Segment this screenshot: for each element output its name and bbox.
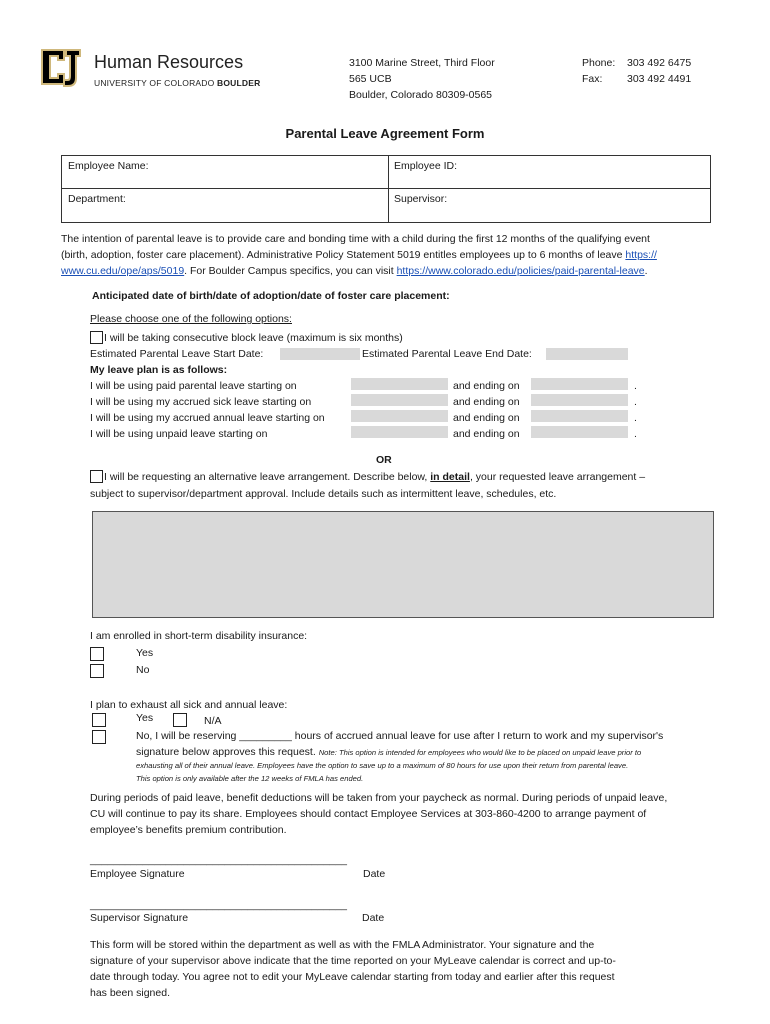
plan-row-dot: .: [634, 396, 637, 408]
employee-name-field[interactable]: Employee Name:: [68, 160, 149, 172]
unpaid-leave-start-input[interactable]: [351, 426, 448, 438]
exhaust-note-line-3: exhausting all of their annual leave. Employees have the option to save up to a maximum of 80 hours for use upon their return from parental leave.: [136, 761, 629, 770]
leave-plan-heading: My leave plan is as follows:: [90, 364, 228, 376]
exhaust-yes-checkbox[interactable]: [92, 713, 106, 727]
exhaust-no-line-1: No, I will be reserving _________ hours of accrued annual leave for use after I return to work and my supervisor's: [136, 730, 664, 742]
plan-row-label: I will be using my accrued annual leave starting on: [90, 412, 325, 424]
boulder-policy-link[interactable]: https://www.colorado.edu/policies/paid-parental-leave: [396, 265, 645, 277]
anticipated-date-label: Anticipated date of birth/date of adoption/date of foster care placement:: [92, 290, 450, 302]
aps-link[interactable]: https://: [625, 249, 657, 261]
plan-row-ending: and ending on: [453, 412, 520, 424]
alternative-leave-line-1: I will be requesting an alternative leave arrangement. Describe below, in detail, your requested leave arrangement –: [104, 471, 646, 483]
sick-leave-end-input[interactable]: [531, 394, 628, 406]
exhaust-no-line-2: signature below approves this request. Note: This option is intended for employees who would like to be placed on unpaid leave prior to: [136, 746, 642, 758]
exhaust-question: I plan to exhaust all sick and annual leave:: [90, 699, 288, 711]
phone-value: 303 492 6475: [627, 57, 692, 69]
supervisor-signature-label: Supervisor Signature: [90, 912, 189, 924]
employee-date-label: Date: [363, 868, 386, 880]
start-date-label: Estimated Parental Leave Start Date:: [90, 348, 264, 360]
supervisor-signature-line[interactable]: ____________________________________________: [90, 899, 347, 911]
supervisor-date-label: Date: [362, 912, 385, 924]
annual-leave-start-input[interactable]: [351, 410, 448, 422]
plan-row-label: I will be using my accrued sick leave starting on: [90, 396, 312, 408]
exhaust-na-label: N/A: [204, 715, 222, 727]
address-line-1: 3100 Marine Street, Third Floor: [349, 57, 495, 69]
employee-signature-line[interactable]: ____________________________________________: [90, 854, 347, 866]
intro-line-1: The intention of parental leave is to provide care and bonding time with a child during the first 12 months of the qualifying event: [61, 233, 650, 245]
end-date-input[interactable]: [546, 348, 628, 360]
choose-option-label: Please choose one of the following options:: [90, 313, 292, 325]
intro-line-3: www.cu.edu/ope/aps/5019. For Boulder Campus specifics, you can visit https://www.colorado.edu/policies/paid-parental-leave.: [61, 265, 648, 277]
exhaust-na-checkbox[interactable]: [173, 713, 187, 727]
plan-row-ending: and ending on: [453, 380, 520, 392]
sick-leave-start-input[interactable]: [351, 394, 448, 406]
annual-leave-end-input[interactable]: [531, 410, 628, 422]
org-title: Human Resources: [94, 52, 244, 72]
footer-line-1: This form will be stored within the department as well as with the FMLA Administrator. Your signature and the: [90, 939, 595, 951]
plan-row-ending: and ending on: [453, 428, 520, 440]
or-separator: OR: [376, 454, 392, 466]
form-title: Parental Leave Agreement Form: [285, 126, 485, 141]
alternative-leave-checkbox[interactable]: [90, 470, 103, 483]
alternative-arrangement-textarea[interactable]: [92, 511, 714, 618]
exhaust-no-checkbox[interactable]: [92, 730, 106, 744]
paid-leave-end-input[interactable]: [531, 378, 628, 390]
plan-row-label: I will be using unpaid leave starting on: [90, 428, 268, 440]
disability-no-checkbox[interactable]: [90, 664, 104, 678]
disability-yes-checkbox[interactable]: [90, 647, 104, 661]
plan-row-ending: and ending on: [453, 396, 520, 408]
block-leave-checkbox[interactable]: [90, 331, 103, 344]
address-line-2: 565 UCB: [349, 73, 392, 85]
start-date-input[interactable]: [280, 348, 360, 360]
disability-question: I am enrolled in short-term disability insurance:: [90, 630, 308, 642]
disability-yes-label: Yes: [136, 647, 154, 659]
supervisor-field[interactable]: Supervisor:: [394, 193, 448, 205]
phone-label: Phone:: [582, 57, 616, 69]
unpaid-leave-end-input[interactable]: [531, 426, 628, 438]
benefits-line-2: CU will continue to pay its share. Employees should contact Employee Services at 303-860-4200 to arrange payment of: [90, 808, 647, 820]
benefits-line-3: employee’s benefits premium contribution.: [90, 824, 287, 836]
cu-logo: [38, 44, 84, 90]
block-leave-label: I will be taking consecutive block leave (maximum is six months): [104, 332, 403, 344]
fax-value: 303 492 4491: [627, 73, 692, 85]
alternative-leave-line-2: subject to supervisor/department approval. Include details such as intermittent leave, schedules, etc.: [90, 488, 557, 500]
plan-row-dot: .: [634, 380, 637, 392]
plan-row-dot: .: [634, 412, 637, 424]
intro-line-2: (birth, adoption, foster care placement). Administrative Policy Statement 5019 entitles employees up to 6 months of leave https://: [61, 249, 657, 261]
employee-info-table: [61, 155, 711, 223]
benefits-line-1: During periods of paid leave, benefit deductions will be taken from your paycheck as normal. During periods of unpaid leave,: [90, 792, 668, 804]
disability-no-label: No: [136, 664, 150, 676]
plan-row-dot: .: [634, 428, 637, 440]
org-subtitle: UNIVERSITY OF COLORADO BOULDER: [94, 78, 261, 88]
employee-signature-label: Employee Signature: [90, 868, 185, 880]
end-date-label: Estimated Parental Leave End Date:: [362, 348, 532, 360]
exhaust-yes-label: Yes: [136, 712, 154, 724]
footer-line-4: has been signed.: [90, 987, 170, 999]
address-line-3: Boulder, Colorado 80309-0565: [349, 89, 493, 101]
exhaust-note-line-4: This option is only available after the 12 weeks of FMLA has ended.: [136, 774, 364, 783]
employee-id-field[interactable]: Employee ID:: [394, 160, 458, 172]
fax-label: Fax:: [582, 73, 603, 85]
paid-leave-start-input[interactable]: [351, 378, 448, 390]
aps-link-cont[interactable]: www.cu.edu/ope/aps/5019: [61, 265, 185, 277]
footer-line-3: date through today. You agree not to edit your MyLeave calendar starting from today and earlier after this request: [90, 971, 615, 983]
department-field[interactable]: Department:: [68, 193, 126, 205]
plan-row-label: I will be using paid parental leave starting on: [90, 380, 297, 392]
footer-line-2: signature of your supervisor above indicate that the time reported on your MyLeave calendar is correct and up-to-: [90, 955, 616, 967]
